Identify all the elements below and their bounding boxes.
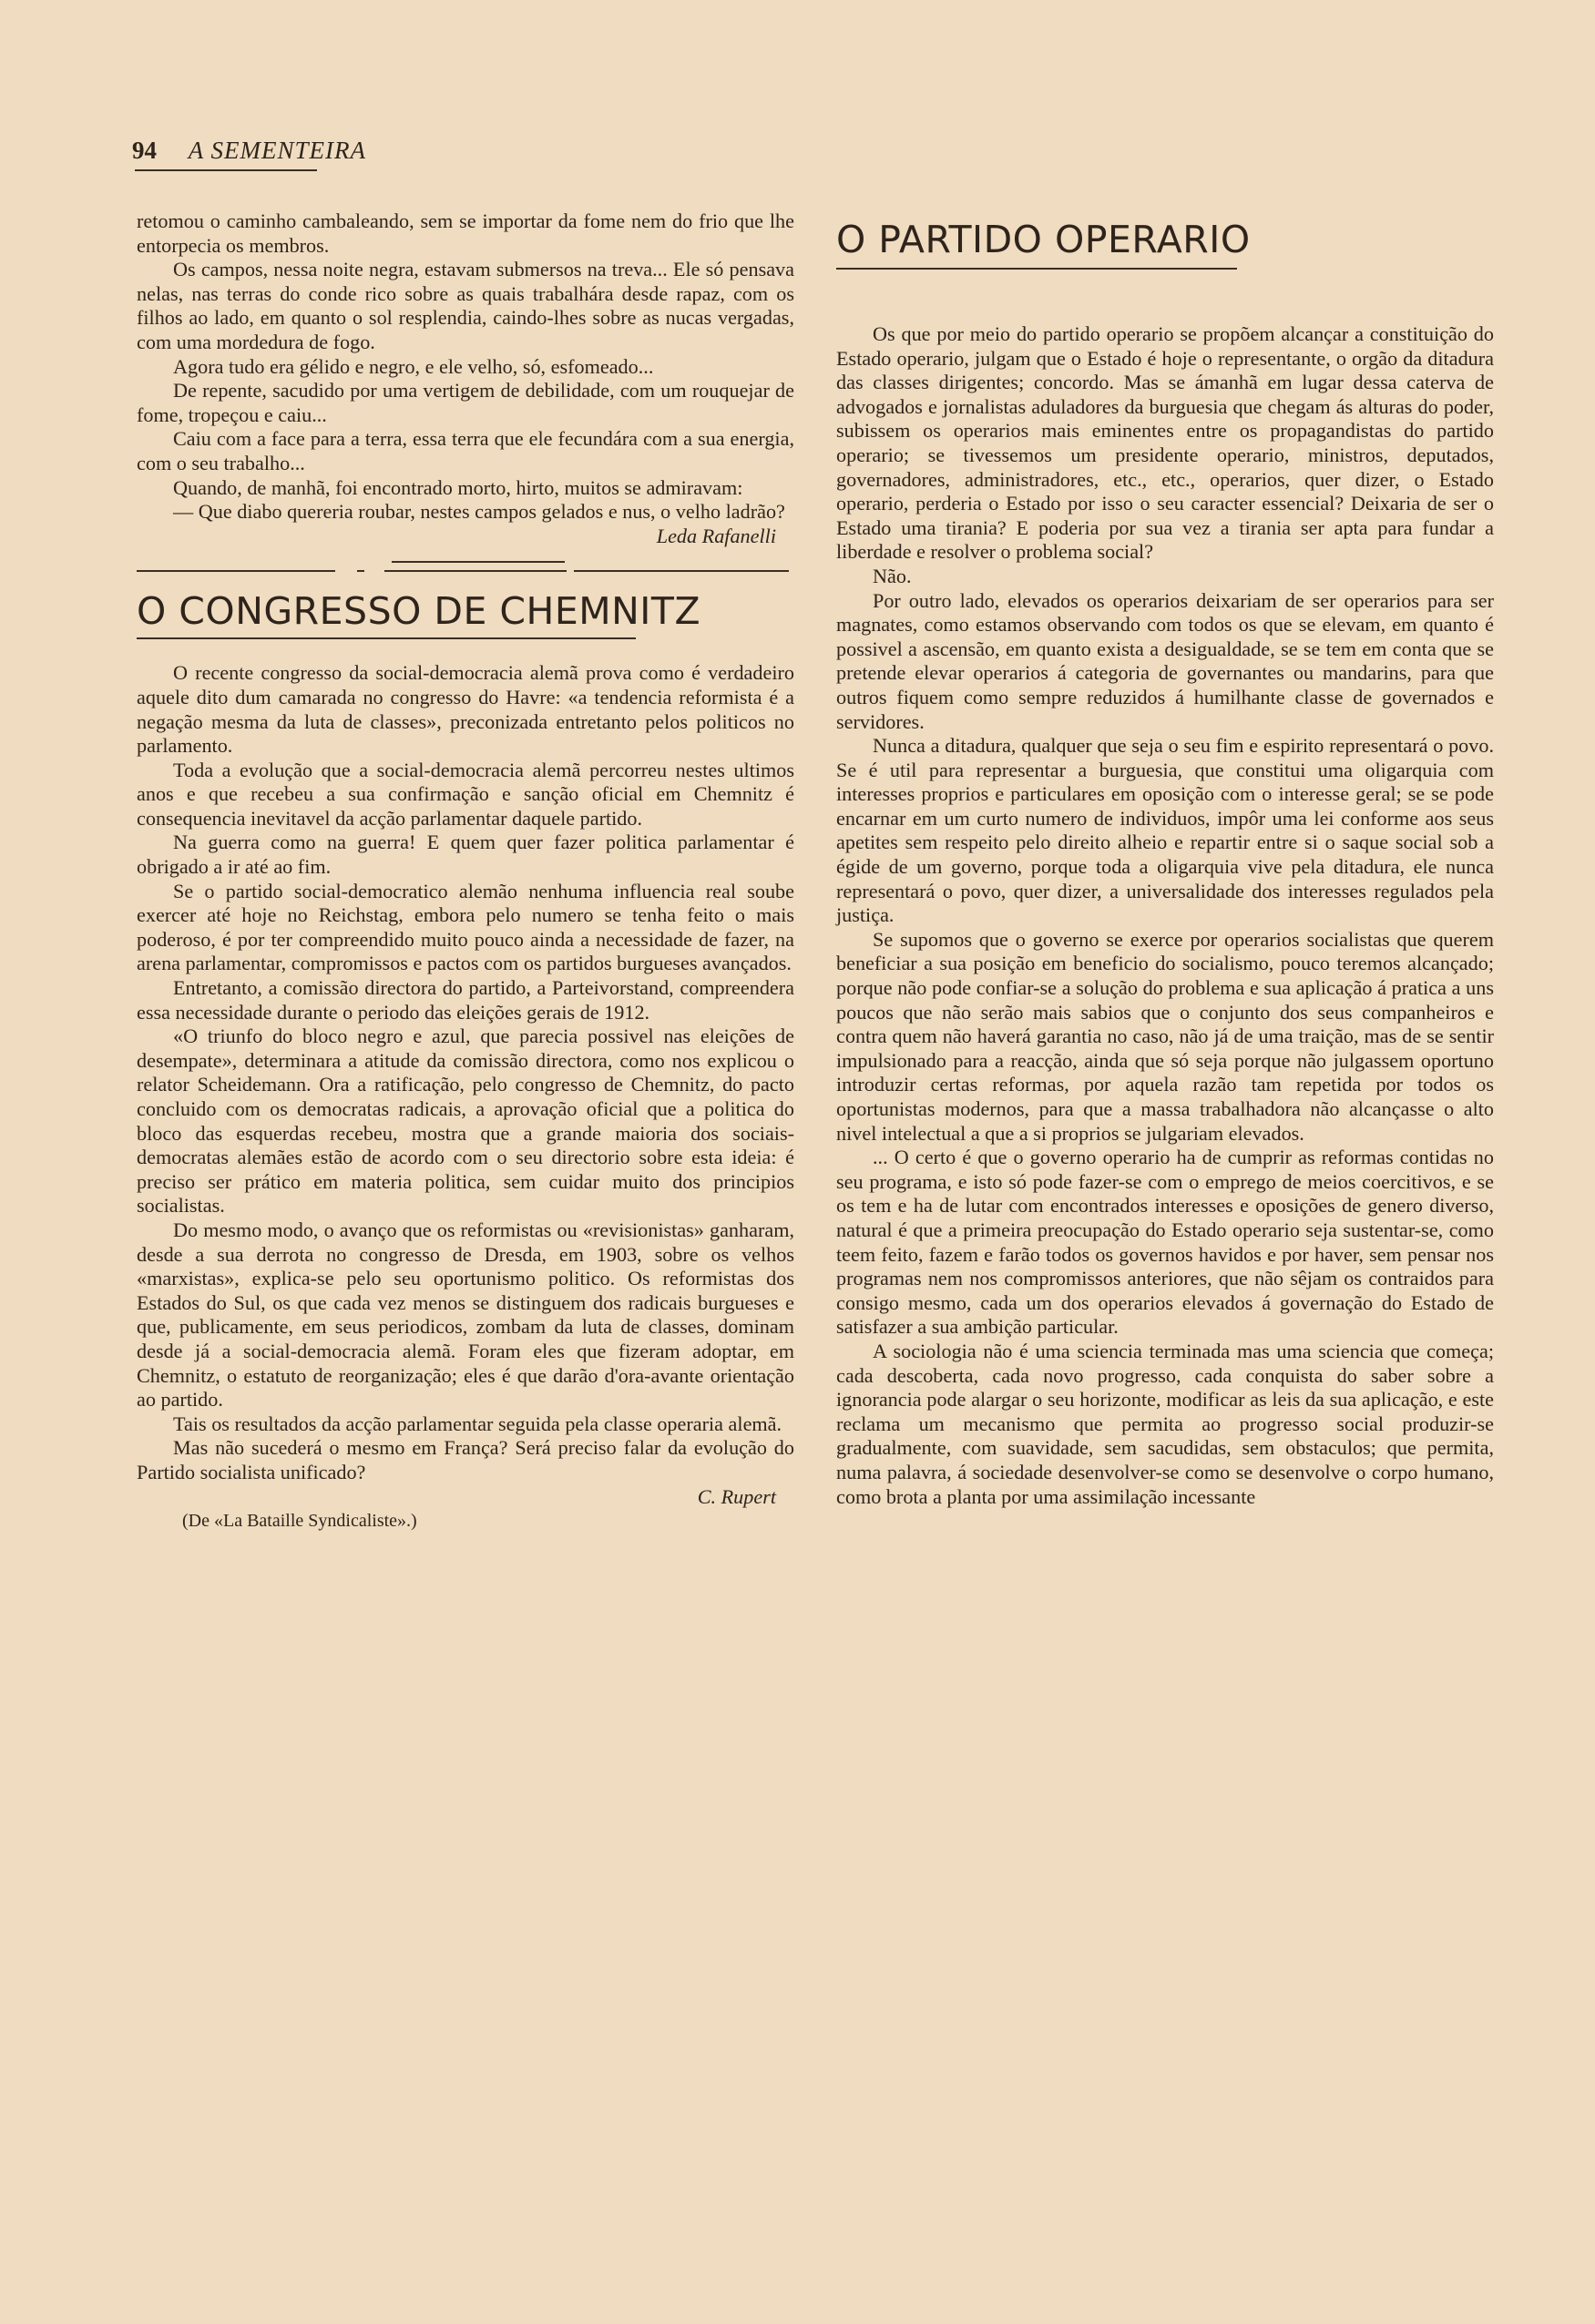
article-paragraph: Se o partido social-democratico alemão nenhuma influencia real soube exercer até hoje no Reichstag, embora pelo numero se tenha feito o mais poderoso, é por ter compreendido muito pouco ainda a necessidade de fazer, na arena parlamentar, compromissos e pactos com os partidos burgueses avançados. [137,879,794,975]
article-paragraph: Entretanto, a comissão directora do partido, a Parteivorstand, compreendera essa necessidade durante o periodo das eleições gerais de 1912. [137,976,794,1024]
article-paragraph: ... O certo é que o governo operario ha de cumprir as reformas contidas no seu programa, e isto só pode fazer-se com o emprego de meios coercitivos, e se os tem e ha de lutar com encontrados interesses e oposições de genero diverso, natural é que a primeira preocupação do Estado operario seja sustentar-se, como teem feito, fazem e farão todos os governos havidos e por haver, sem pensar nos programas nem nos compromissos anteriores, que não sêjam os contraidos para consigo mesmo, cada um dos operarios elevados á governação do Estado de satisfazer a sua ambição particular. [836,1146,1494,1339]
story-paragraph: — Que diabo quereria roubar, nestes campos gelados e nus, o velho ladrão? [173,500,785,524]
title-rule [137,637,636,639]
article-title-congresso: O CONGRESSO DE CHEMNITZ [137,589,701,634]
article-paragraph: O recente congresso da social-democracia alemã prova como é verdadeiro aquele dito dum camarada no congresso do Havre: «a tendencia reformista é a negação mesma da luta de classes», preconizada entretanto pelos politicos no parlamento. [137,661,794,758]
header-rule [135,169,317,171]
page-header [132,137,366,165]
article-paragraph: Nunca a ditadura, qualquer que seja o seu fim e espirito representará o povo. Se é util para representar a burguesia, que constitui uma oligarquia com interesses proprios e particulares em oposição com o interesse geral; se se pode encarnar em um curto numero de individuos, impôr uma lei conforme aos seus apetites sem respeito pelo direito alheio e repartir entre si o saque social sob a égide de um governo, porque toda a oligarquia vive pela ditadura, ele nunca representará o povo, quer dizer, a universalidade dos interesses regulados pela justiça. [836,734,1494,927]
article-author: C. Rupert [697,1484,776,1508]
story-paragraph: Agora tudo era gélido e negro, e ele velho, só, esfomeado... [173,354,654,378]
article-paragraph: «O triunfo do bloco negro e azul, que parecia possivel nas eleições de desempate», determinara a atitude da comissão directora, como nos explicou o relator Scheidemann. Ora a ratificação, pelo congresso de Chemnitz, do pacto concluido com os democratas radicais, a aprovação oficial que a politica do bloco das esquerdas recebeu, mostra que a grande maioria dos sociais-democratas alemães estão de acordo com o seu directorio sobre esta ideia: é preciso ser prático em materia politica, sem cuidar muito dos principios socialistas. [137,1024,794,1218]
story-author: Leda Rafanelli [656,524,776,547]
article-paragraph: Do mesmo modo, o avanço que os reformistas ou «revisionistas» ganharam, desde a sua derrota no congresso de Dresda, em 1903, sobre os velhos «marxistas», explica-se pelo seu oportunismo politico. Os reformistas dos Estados do Sul, os que cada vez menos se distinguem dos radicais burgueses e que, publicamente, em seus periodicos, zombam da luta de classes, dominam desde já a social-democracia alemã. Foram eles que fizeram adoptar, em Chemnitz, o estatuto de reorganização; eles é que darão d'ora-avante orientação ao partido. [137,1218,794,1412]
story-paragraph: Caiu com a face para a terra, essa terra que ele fecundára com a sua energia, com o seu trabalho... [137,427,794,474]
section-divider [137,570,794,572]
article-paragraph: Na guerra como na guerra! E quem quer fazer politica parlamentar é obrigado a ir até ao fim. [137,831,794,879]
story-continuation [137,209,794,548]
publication-title: A SEMENTEIRA [188,137,366,164]
article-paragraph: Os que por meio do partido operario se propõem alcançar a constituição do Estado operario, julgam que o Estado é hoje o representante, o orgão da ditadura das classes dirigentes; concordo. Mas se ámanhã em lugar dessa caterva de advogados e jornalistas aduladores da burguesia que chegam ás alturas do poder, subissem os operarios mais eminentes entre os propagandistas do partido operario; se tivessemos um presidente operario, ministros, deputados, governadores, administradores, etc., etc., operarios, quer dizer, o Estado operario, perderia o Estado por isso o seu caracter essencial? Deixaria de ser o Estado uma tirania? E poderia por sua vez a tirania ser apta para fundar a liberdade e resolver o problema social? [836,322,1494,564]
story-paragraph: retomou o caminho cambaleando, sem se importar da fome nem do frio que lhe entorpecia os membros. [137,209,794,257]
left-column [137,209,794,1534]
story-paragraph: Quando, de manhã, foi encontrado morto, hirto, muitos se admiravam: [173,475,743,499]
section-divider-lower [137,561,794,563]
article-paragraph: Toda a evolução que a social-democracia alemã percorreu nestes ultimos anos e que recebeu a sua confirmação e sanção oficial em Chemnitz é consequencia inevitavel da acção parlamentar daquele partido. [137,758,794,830]
story-paragraph: Os campos, nessa noite negra, estavam submersos na treva... Ele só pensava nelas, nas terras do conde rico sobre as quais trabalhára desde rapaz, com os filhos ao lado, em quanto o sol resplendia, caindo-lhes sobre as nucas vergadas, com uma mordedura de fogo. [137,258,794,353]
page-number: 94 [132,137,157,164]
article-body-partido [836,322,1494,1509]
article-body-congresso [137,661,794,1533]
article-paragraph: Se supomos que o governo se exerce por operarios socialistas que querem beneficiar a sua posição em beneficio do socialismo, pouco teremos alcançado; porque não pode confiar-se a solução do problema e sua aplicação á pratica a uns poucos que não serão mais sabios que o conjunto dos seus companheiros e contra quem não haverá garantia no caso, não já de uma traição, mas de se sentir impulsionado para a reacção, ainda que só seja porque não julgassem oportuno introduzir certas reformas, por aquela razão tam repetida por todos os oportunistas modernos, para que a massa trabalhadora não alcançasse o alto nivel intelectual a que a si proprios se julgariam elevados. [836,927,1494,1145]
article-source: (De «La Bataille Syndicaliste».) [182,1511,417,1532]
article-paragraph: Não. [873,564,912,587]
article-paragraph: A sociologia não é uma sciencia terminada mas uma sciencia que começa; cada descoberta, cada novo progresso, cada conquista do saber sobre a ignorancia pode alargar o seu horizonte, modificar as leis da sua aplicação, e este reclama um mecanismo que permita ao progresso social produzir-se gradualmente, com suavidade, sem sacudidas, sem obstaculos; que permita, numa palavra, á sociedade desenvolver-se como se desenvolve o corpo humano, como brota a planta por uma assimilação incessante [836,1339,1494,1508]
right-column [836,217,1494,1509]
title-rule [836,268,1237,270]
story-paragraph: De repente, sacudido por uma vertigem de debilidade, com um rouquejar de fome, tropeçou e caiu... [137,379,794,426]
article-paragraph: Tais os resultados da acção parlamentar seguida pela classe operaria alemã. [173,1412,782,1435]
article-title-partido: O PARTIDO OPERARIO [836,218,1251,261]
article-paragraph: Mas não sucederá o mesmo em França? Será preciso falar da evolução do Partido socialista unificado? [137,1436,794,1483]
article-paragraph: Por outro lado, elevados os operarios deixariam de ser operarios para ser magnates, como estamos observando com todos os que se elevam, em quanto é possivel a ascensão, em quanto exista a desigualdade, se se tem em conta que se pretende elevar operarios á categoria de governantes ou mandarins, para que outros fiquem como sempre reduzidos á humilhante classe de governados e servidores. [836,588,1494,733]
